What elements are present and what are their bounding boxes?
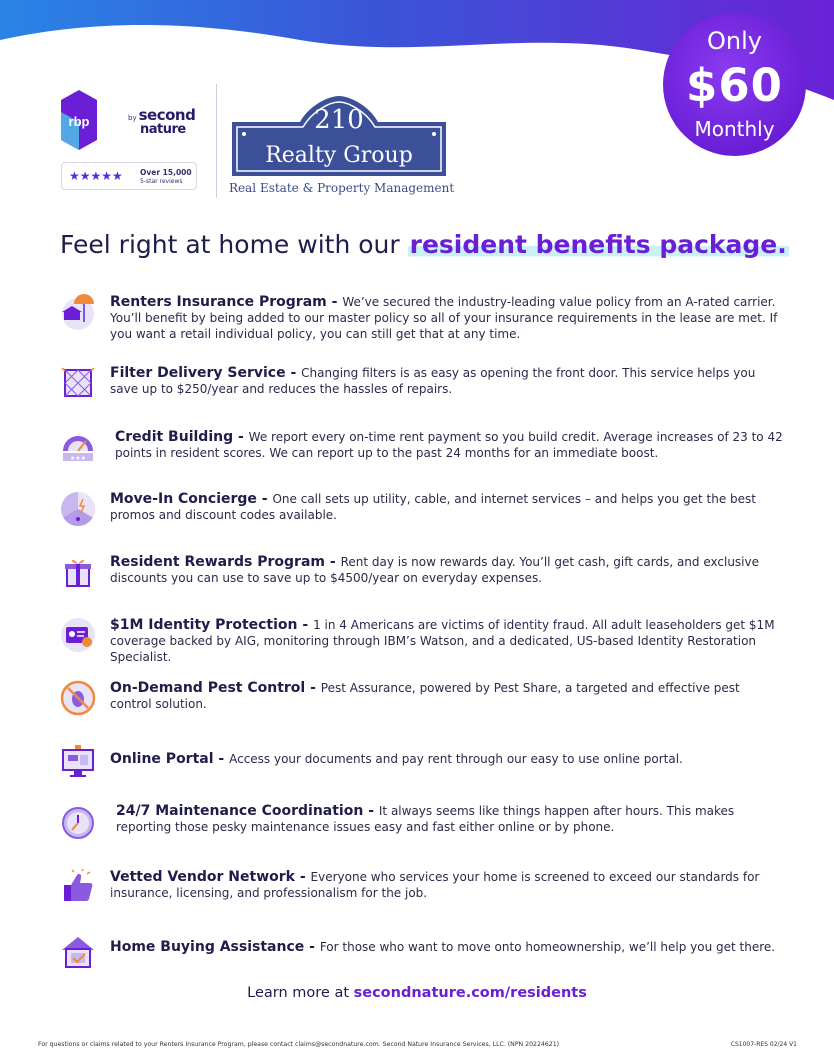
benefit-title: Online Portal - [110,751,230,767]
utilities-icon [60,491,96,527]
benefit-text [110,491,778,523]
rbp-logo-icon [61,90,97,150]
benefit-description: Everyone who services your home is screened to exceed our standards for insurance, licensing, and professionalism for the job. [110,870,760,900]
no-bugs-icon [60,680,96,716]
realty-tagline: Real Estate & Property Management [229,181,455,195]
benefit-description: For those who want to move onto homeownership, we’ll help you get there. [319,940,776,954]
reviews-count: Over 15,000 [140,168,192,177]
credit-gauge-icon [60,429,96,465]
price-only-label: Only [707,27,762,55]
benefit-description: Pest Assurance, powered by Pest Share, a targeted and effective pest control solution. [110,681,740,711]
headline-plain: Feel right at home with our [60,230,408,259]
price-monthly-label: Monthly [694,117,775,141]
benefit-title: Filter Delivery Service - [110,365,302,381]
benefit-text [116,803,784,835]
realty-name: Realty Group [265,143,413,168]
svg-text:★★★: ★★★ [69,455,87,462]
air-filter-icon [60,365,96,401]
price-badge [663,13,806,156]
footer-document-code: CS1007-RES 02/24 V1 [730,1041,797,1048]
benefit-text [110,554,778,586]
footer-disclaimer: For questions or claims related to your Renters Insurance Program, please contact claims@secondnature.com. Second Nature Insurance Services, LLC. (NPN 20224621) [38,1041,560,1048]
reviews-badge [61,162,197,190]
benefit-title: Resident Rewards Program - [110,554,341,570]
benefit-title: 24/7 Maintenance Coordination - [116,803,379,819]
benefit-description: We report every on-time rent payment so you build credit. Average increases of 23 to 42 points in resident scores. We can report up to the past 24 months for an immediate boost. [115,430,783,460]
benefit-description: It always seems like things happen after hours. This makes reporting those pesky maintenance issues easy and fast either online or by phone. [116,804,735,834]
benefit-text [110,939,778,955]
learn-more-link[interactable]: secondnature.com/residents [353,985,587,1001]
price-amount: $60 [686,59,783,112]
id-card-icon [60,617,96,653]
benefit-description: Changing filters is as easy as opening the front door. This service helps you save up to $250/year and reduces the hassles of repairs. [110,366,756,396]
benefit-description: 1 in 4 Americans are victims of identity fraud. All adult leaseholders get $1M coverage backed by AIG, monitoring through IBM’s Watson, and a dedicated, US-based Identity Restoration Specialist. [110,618,775,664]
benefit-text [110,751,778,767]
benefit-title: On-Demand Pest Control - [110,680,321,696]
realty-number: 210 [314,105,364,135]
learn-more-line [0,985,834,1001]
logo-divider [216,84,217,198]
computer-monitor-icon [60,744,96,780]
learn-more-label: Learn more at [247,985,354,1001]
benefit-text [115,429,783,461]
brand-second: second [138,106,196,124]
benefit-title: Renters Insurance Program - [110,294,343,310]
second-nature-logo [128,107,195,136]
clock-icon [60,803,96,839]
brand-nature: nature [140,122,186,137]
benefit-text [110,617,778,665]
benefit-title: Move-In Concierge - [110,491,273,507]
benefit-title: $1M Identity Protection - [110,617,314,633]
benefit-text [110,869,778,901]
benefit-description: Rent day is now rewards day. You’ll get cash, gift cards, and exclusive discounts you can use to save up to $4500/year on everyday expenses. [110,555,760,585]
benefit-title: Credit Building - [115,429,249,445]
realty-group-logo [230,92,448,178]
benefit-title: Vetted Vendor Network - [110,869,311,885]
reviews-label: 5-star reviews [140,178,183,185]
headline-highlight: resident benefits package. [409,230,787,259]
umbrella-house-icon [60,294,96,330]
page-headline [60,230,789,259]
thumbs-up-icon [60,869,96,905]
rbp-logo-text: rbp [68,114,90,129]
benefit-description: We’ve secured the industry-leading value policy from an A-rated carrier. You’ll benefit by being added to our master policy so all of your insurance requirements in the lease are met. If you want a retail individual policy, you can still get that at any time. [110,295,778,341]
benefit-title: Home Buying Assistance - [110,939,320,955]
benefit-text [110,294,778,342]
brand-by: by [128,114,137,122]
benefit-text [110,365,778,397]
gift-box-icon [60,554,96,590]
benefit-text [110,680,778,712]
five-stars-icon: ★★★★★ [69,169,123,183]
benefit-description: Access your documents and pay rent through our easy to use online portal. [229,752,683,766]
benefit-description: One call sets up utility, cable, and internet services – and helps you get the best promos and discount codes available. [110,492,757,522]
home-check-icon [60,934,96,970]
